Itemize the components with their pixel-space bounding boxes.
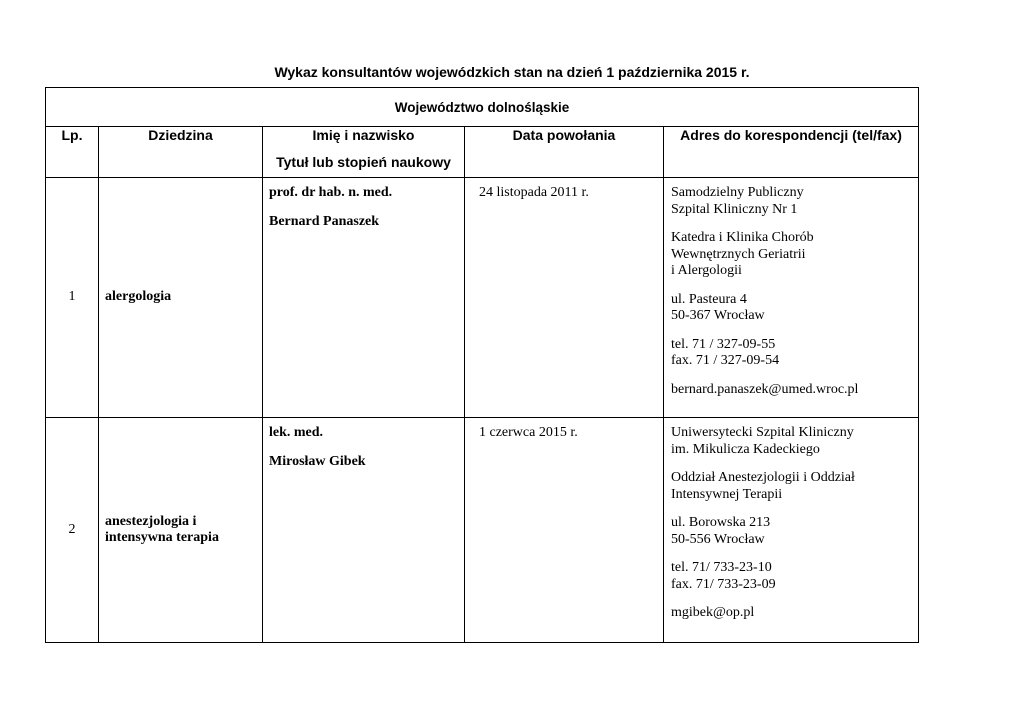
row-date: 1 czerwca 2015 r. [465,418,664,643]
address-line: ul. Pasteura 4 [671,291,747,307]
address-unit [671,470,914,503]
row-date: 24 listopada 2011 r. [465,178,664,418]
row-number: 2 [46,418,99,643]
header-name [263,127,465,178]
address-email: bernard.panaszek@umed.wroc.pl [671,381,859,397]
document-title: Wykaz konsultantów wojewódzkich stan na dzień 1 października 2015 r. [274,64,750,80]
person-name: Mirosław Gibek [269,453,366,469]
phone-number: tel. 71 / 327-09-55 [671,336,776,352]
header-date: Data powołania [465,127,664,178]
row-field [99,178,263,418]
row-field [99,418,263,643]
consultants-table [45,87,919,643]
row-person [263,418,465,643]
address-line: Wewnętrznych Geriatrii [671,246,806,262]
row-person [263,178,465,418]
address-line: 50-556 Wrocław [671,531,765,547]
address-unit [671,230,914,280]
field-line1: alergologia [105,289,172,305]
address-line: 50-367 Wrocław [671,308,765,323]
address-line: Uniwersytecki Szpital Kliniczny [671,425,854,440]
header-address: Adres do korespondencji (tel/fax) [664,127,919,178]
row-address [664,178,919,418]
person-degree: lek. med. [269,425,324,440]
header-row [46,127,919,178]
address-line: Samodzielny Publiczny [671,185,804,200]
address-line: Szpital Kliniczny Nr 1 [671,201,798,217]
header-name-label: Imię i nazwisko [312,127,415,143]
row-number: 1 [46,178,99,418]
header-name-subtitle: Tytuł lub stopień naukowy [276,154,451,170]
region-name: Województwo dolnośląskie [46,88,919,127]
address-street [671,515,914,548]
address-phone [671,337,914,370]
field-line1: anestezjologia i [105,513,197,529]
address-institution [671,425,914,458]
address-line: Katedra i Klinika Chorób [671,230,814,245]
person-degree: prof. dr hab. n. med. [269,185,393,200]
region-row [46,88,919,127]
address-line: im. Mikulicza Kadeckiego [671,441,820,457]
address-line: Oddział Anestezjologii i Oddział [671,470,855,485]
header-field: Dziedzina [99,127,263,178]
address-street [671,292,914,325]
person-name: Bernard Panaszek [269,213,380,229]
header-lp: Lp. [46,127,99,178]
address-line: ul. Borowska 213 [671,515,771,530]
address-phone [671,560,914,593]
address-line: i Alergologii [671,263,742,278]
address-institution [671,185,914,218]
address-email: mgibek@op.pl [671,605,755,620]
field-line2: intensywna terapia [105,530,219,545]
table-row [46,418,919,643]
row-address [664,418,919,643]
fax-number: fax. 71 / 327-09-54 [671,353,780,368]
address-line: Intensywnej Terapii [671,486,783,502]
fax-number: fax. 71/ 733-23-09 [671,576,776,592]
phone-number: tel. 71/ 733-23-10 [671,560,772,575]
table-row [46,178,919,418]
